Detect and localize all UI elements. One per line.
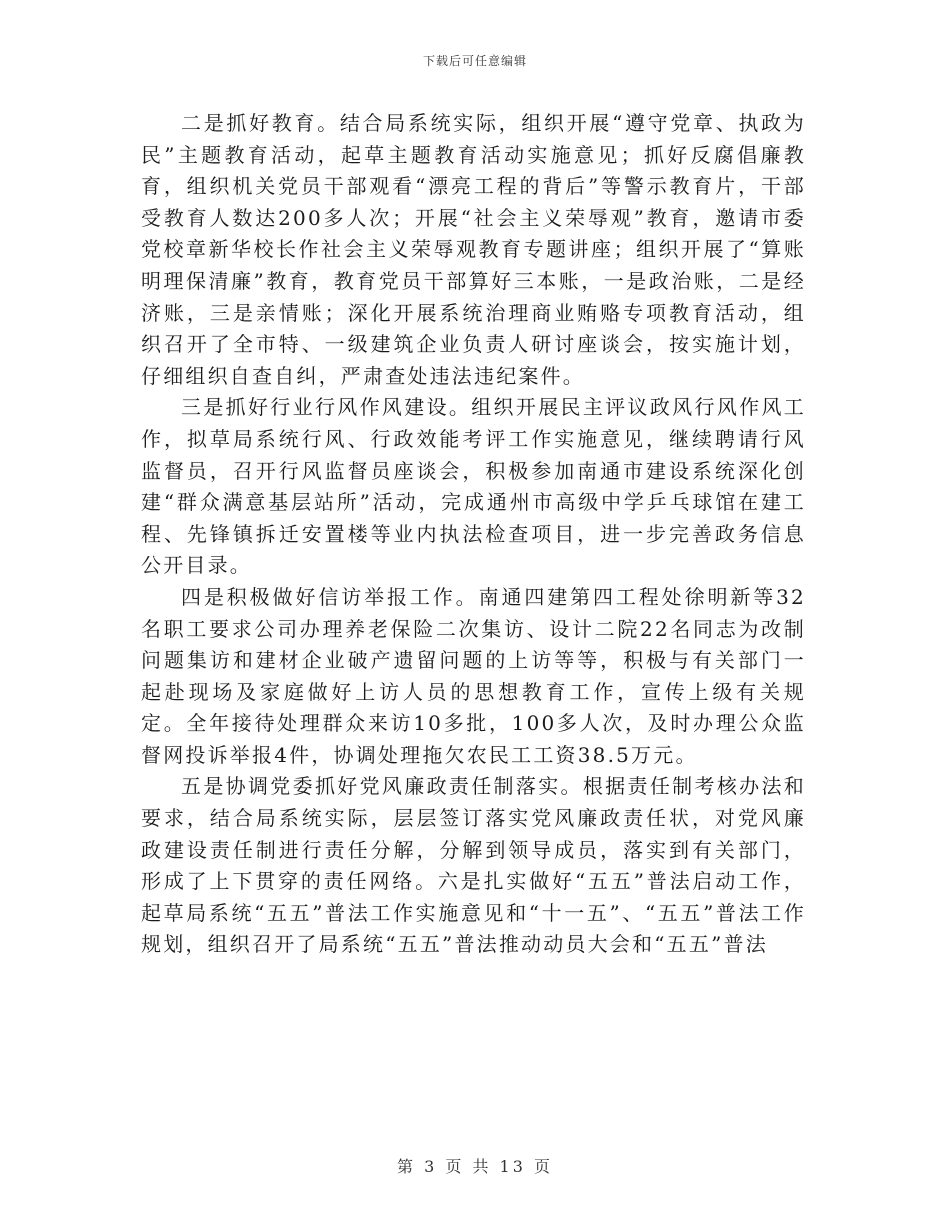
paragraph-industry-style: 三是抓好行业行风作风建设。组织开展民主评议政风行风作风工作，拟草局系统行风、行政效能考评工作实施意见，继续聘请行风监督员，召开行风监督员座谈会，积极参加南通市建设系统深化创建“群众满意基层站所”活动，完成通州市高级中学乒乓球馆在建工程、先锋镇拆迁安置楼等业内执法检查项目，进一步完善政务信息公开目录。 <box>141 395 806 578</box>
paragraph-petition-reporting: 四是积极做好信访举报工作。南通四建第四工程处徐明新等32名职工要求公司办理养老保险二次集访、设计二院22名同志为改制问题集访和建材企业破产遗留问题的上访等等，积极与有关部门一起赴现场及家庭做好上访人员的思想教育工作，宣传上级有关规定。全年接待处理群众来访10多批，100多人次，及时办理公众监督网投诉举报4件，协调处理拖欠农民工工资38.5万元。 <box>141 584 806 767</box>
document-body <box>141 108 806 961</box>
page-footer: 第 3 页 共 13 页 <box>397 1157 553 1176</box>
paragraph-education: 二是抓好教育。结合局系统实际，组织开展“遵守党章、执政为民”主题教育活动，起草主题教育活动实施意见；抓好反腐倡廉教育，组织机关党员干部观看“漂亮工程的背后”等警示教育片，干部受教育人数达200多人次；开展“社会主义荣辱观”教育，邀请市委党校章新华校长作社会主义荣辱观教育专题讲座；组织开展了“算账明理保清廉”教育，教育党员干部算好三本账，一是政治账，二是经济账，三是亲情账；深化开展系统治理商业贿赂专项教育活动，组织召开了全市特、一级建筑企业负责人研讨座谈会，按实施计划，仔细组织自查自纠，严肃查处违法违纪案件。 <box>141 111 806 388</box>
paragraph-responsibility-system: 五是协调党委抓好党风廉政责任制落实。根据责任制考核办法和要求，结合局系统实际，层层签订落实党风廉政责任状，对党风廉政建设责任制进行责任分解，分解到领导成员，落实到有关部门，形成了上下贯穿的责任网络。六是扎实做好“五五”普法启动工作，起草局系统“五五”普法工作实施意见和“十一五”、“五五”普法工作规划，组织召开了局系统“五五”普法推动动员大会和“五五”普法 <box>141 774 806 957</box>
page-header: 下载后可任意编辑 <box>422 54 527 68</box>
